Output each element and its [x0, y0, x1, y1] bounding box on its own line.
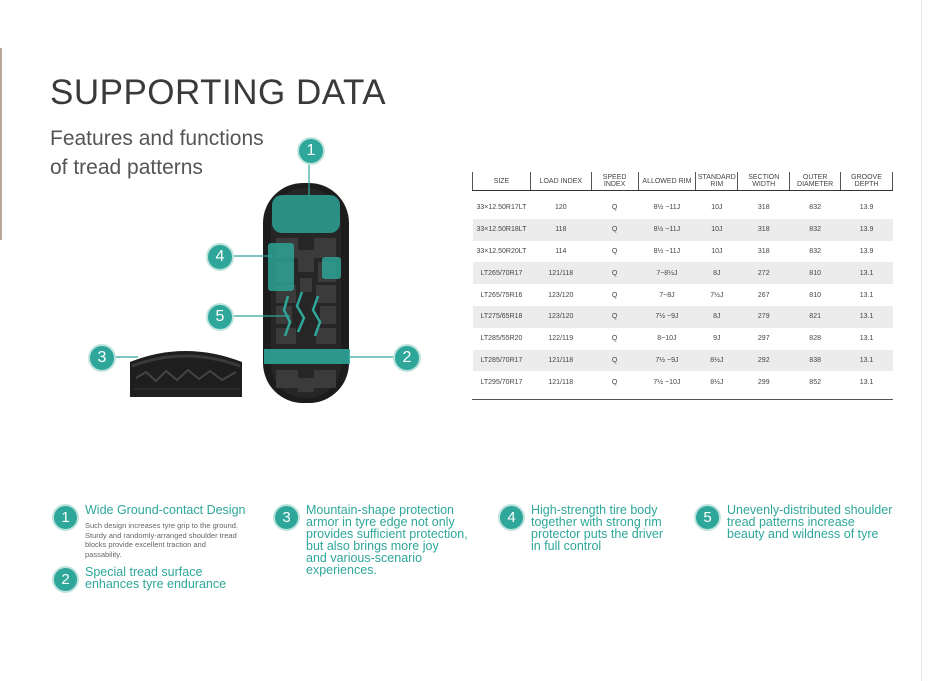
- col-header-section-width: SECTION WIDTH: [738, 172, 790, 191]
- cell-outer-diameter: 828: [809, 335, 821, 343]
- feature-4: [498, 504, 688, 554]
- table-row: [473, 328, 893, 350]
- cell-section-width: 272: [738, 262, 790, 284]
- col-header-standard-rim: STANDARD RIM: [696, 172, 738, 191]
- cell-load-index: 121/118: [530, 262, 591, 284]
- cell-allowed-rim: 7½ ~9J: [638, 306, 696, 328]
- cell-load-index: 114: [555, 247, 567, 255]
- feature-number-badge: 2: [52, 566, 79, 593]
- table-row: [473, 241, 893, 263]
- cell-outer-diameter: 810: [809, 291, 821, 299]
- cell-load-index: 123/120: [548, 291, 574, 299]
- cell-standard-rim: 7½J: [710, 291, 724, 299]
- cell-standard-rim: 10J: [711, 247, 723, 255]
- cell-speed-index: Q: [611, 335, 618, 343]
- cell-groove-depth: 13.1: [859, 378, 874, 386]
- cell-load-index: 121/118: [530, 350, 591, 372]
- cell-allowed-rim: 8½ ~11J: [653, 247, 681, 255]
- tyre-side-view: [130, 351, 242, 397]
- cell-section-width: 318: [738, 219, 790, 241]
- cell-size: LT285/55R20: [480, 335, 523, 343]
- cell-speed-index: Q: [611, 247, 618, 255]
- feature-description: Such design increases tyre grip to the ground. Sturdy and randomly-arranged shoulder tread blocks provide excellent traction and passability.: [85, 521, 239, 559]
- cell-standard-rim: 8J: [696, 262, 738, 284]
- callout-badge-3: 3: [88, 344, 116, 372]
- feature-1: [52, 504, 262, 564]
- feature-number-badge: 4: [498, 504, 525, 531]
- col-header-outer-diameter: OUTER DIAMETER: [790, 172, 841, 191]
- table-header-row: [473, 172, 893, 191]
- cell-load-index: 123/120: [530, 306, 591, 328]
- tyre-spec-table: [472, 172, 893, 393]
- feature-heading: Wide Ground-contact Design: [85, 503, 246, 517]
- cell-size: 33×12.50R17LT: [476, 204, 527, 212]
- cell-load-index: 122/119: [548, 335, 574, 343]
- cell-outer-diameter: 810: [790, 262, 841, 284]
- callout-badge-2: 2: [393, 344, 421, 372]
- table-row: [473, 284, 893, 306]
- cell-standard-rim: 8½J: [696, 350, 738, 372]
- cell-outer-diameter: 832: [809, 247, 821, 255]
- subtitle-line-1: Features and functions: [50, 127, 264, 150]
- col-header-groove-depth: GROOVE DEPTH: [841, 172, 893, 191]
- feature-heading: High-strength tire body together with strong rim protector puts the driver in full control: [531, 503, 664, 553]
- cell-groove-depth: 13.1: [859, 291, 874, 299]
- cell-allowed-rim: 8~10J: [657, 335, 677, 343]
- cell-allowed-rim: 8½ ~11J: [638, 219, 696, 241]
- cell-load-index: 121/118: [548, 378, 574, 386]
- callout-badge-4: 4: [206, 243, 234, 271]
- col-header-load-index: LOAD INDEX: [530, 172, 591, 191]
- col-header-size: SIZE: [473, 172, 531, 191]
- cell-size: LT265/75R16: [480, 291, 523, 299]
- table-row: [473, 262, 893, 284]
- table-row: [473, 197, 893, 219]
- feature-number-badge: 5: [694, 504, 721, 531]
- cell-groove-depth: 13.1: [841, 350, 893, 372]
- cell-section-width: 292: [738, 350, 790, 372]
- subtitle-line-2: of tread patterns: [50, 156, 203, 179]
- cell-section-width: 318: [757, 247, 770, 255]
- cell-speed-index: Q: [611, 378, 618, 386]
- cell-section-width: 279: [738, 306, 790, 328]
- cell-outer-diameter: 832: [790, 219, 841, 241]
- cell-groove-depth: 13.1: [859, 335, 874, 343]
- feature-5: [694, 504, 909, 544]
- cell-allowed-rim: 7½ ~10J: [653, 378, 681, 386]
- table-bottom-rule: [472, 399, 893, 400]
- table-row: [473, 219, 893, 241]
- right-edge-rule: [921, 0, 922, 681]
- cell-standard-rim: 10J: [696, 219, 738, 241]
- feature-number-badge: 3: [273, 504, 300, 531]
- cell-speed-index: Q: [591, 219, 638, 241]
- callout-lines: [112, 162, 394, 357]
- feature-heading: Special tread surface enhances tyre endurance: [85, 565, 227, 591]
- cell-groove-depth: 13.9: [859, 247, 874, 255]
- col-header-allowed-rim: ALLOWED RIM: [638, 172, 696, 191]
- feature-3: [273, 503, 493, 577]
- cell-size: 33×12.50R20LT: [476, 247, 527, 255]
- cell-size: LT275/65R18: [473, 306, 531, 328]
- cell-section-width: 297: [757, 335, 770, 343]
- cell-load-index: 118: [530, 219, 591, 241]
- cell-size: LT265/70R17: [473, 262, 531, 284]
- cell-speed-index: Q: [591, 306, 638, 328]
- tyre-front-view: [263, 183, 350, 403]
- cell-standard-rim: 10J: [711, 204, 723, 212]
- cell-speed-index: Q: [611, 204, 618, 212]
- cell-size: LT295/70R17: [480, 378, 523, 386]
- cell-standard-rim: 8½J: [710, 378, 724, 386]
- feature-heading: Unevenly-distributed shoulder tread patterns increase beauty and wildness of tyre: [727, 503, 893, 541]
- cell-standard-rim: 8J: [696, 306, 738, 328]
- cell-size: LT285/70R17: [473, 350, 531, 372]
- cell-section-width: 267: [757, 291, 770, 299]
- cell-outer-diameter: 821: [790, 306, 841, 328]
- table-row: [473, 350, 893, 372]
- feature-heading: Mountain-shape protection armor in tyre edge not only provides sufficient protection, but also brings more joy and various-scenario experiences.: [306, 503, 468, 577]
- cell-outer-diameter: 852: [809, 378, 821, 386]
- cell-speed-index: Q: [611, 291, 618, 299]
- table-row: [473, 306, 893, 328]
- cell-standard-rim: 9J: [713, 335, 721, 343]
- cell-allowed-rim: 8½ ~11J: [653, 204, 681, 212]
- table-row: [473, 371, 893, 393]
- cell-groove-depth: 13.9: [859, 204, 874, 212]
- cell-groove-depth: 13.9: [841, 219, 893, 241]
- callout-badge-5: 5: [206, 303, 234, 331]
- callout-badge-1: 1: [297, 137, 325, 165]
- cell-allowed-rim: 7~8½J: [638, 262, 696, 284]
- cell-speed-index: Q: [591, 350, 638, 372]
- cell-allowed-rim: 7½ ~9J: [638, 350, 696, 372]
- cell-size: 33×12.50R18LT: [473, 219, 531, 241]
- cell-groove-depth: 13.1: [841, 262, 893, 284]
- cell-outer-diameter: 838: [790, 350, 841, 372]
- cell-allowed-rim: 7~8J: [659, 291, 675, 299]
- cell-load-index: 120: [554, 204, 567, 212]
- cell-section-width: 299: [757, 378, 770, 386]
- cell-outer-diameter: 832: [809, 204, 821, 212]
- feature-2: [52, 566, 262, 594]
- cell-section-width: 318: [757, 204, 770, 212]
- cell-groove-depth: 13.1: [841, 306, 893, 328]
- col-header-speed-index: SPEED INDEX: [591, 172, 638, 191]
- feature-number-badge: 1: [52, 504, 79, 531]
- page-title: SUPPORTING DATA: [50, 73, 387, 113]
- cell-speed-index: Q: [591, 262, 638, 284]
